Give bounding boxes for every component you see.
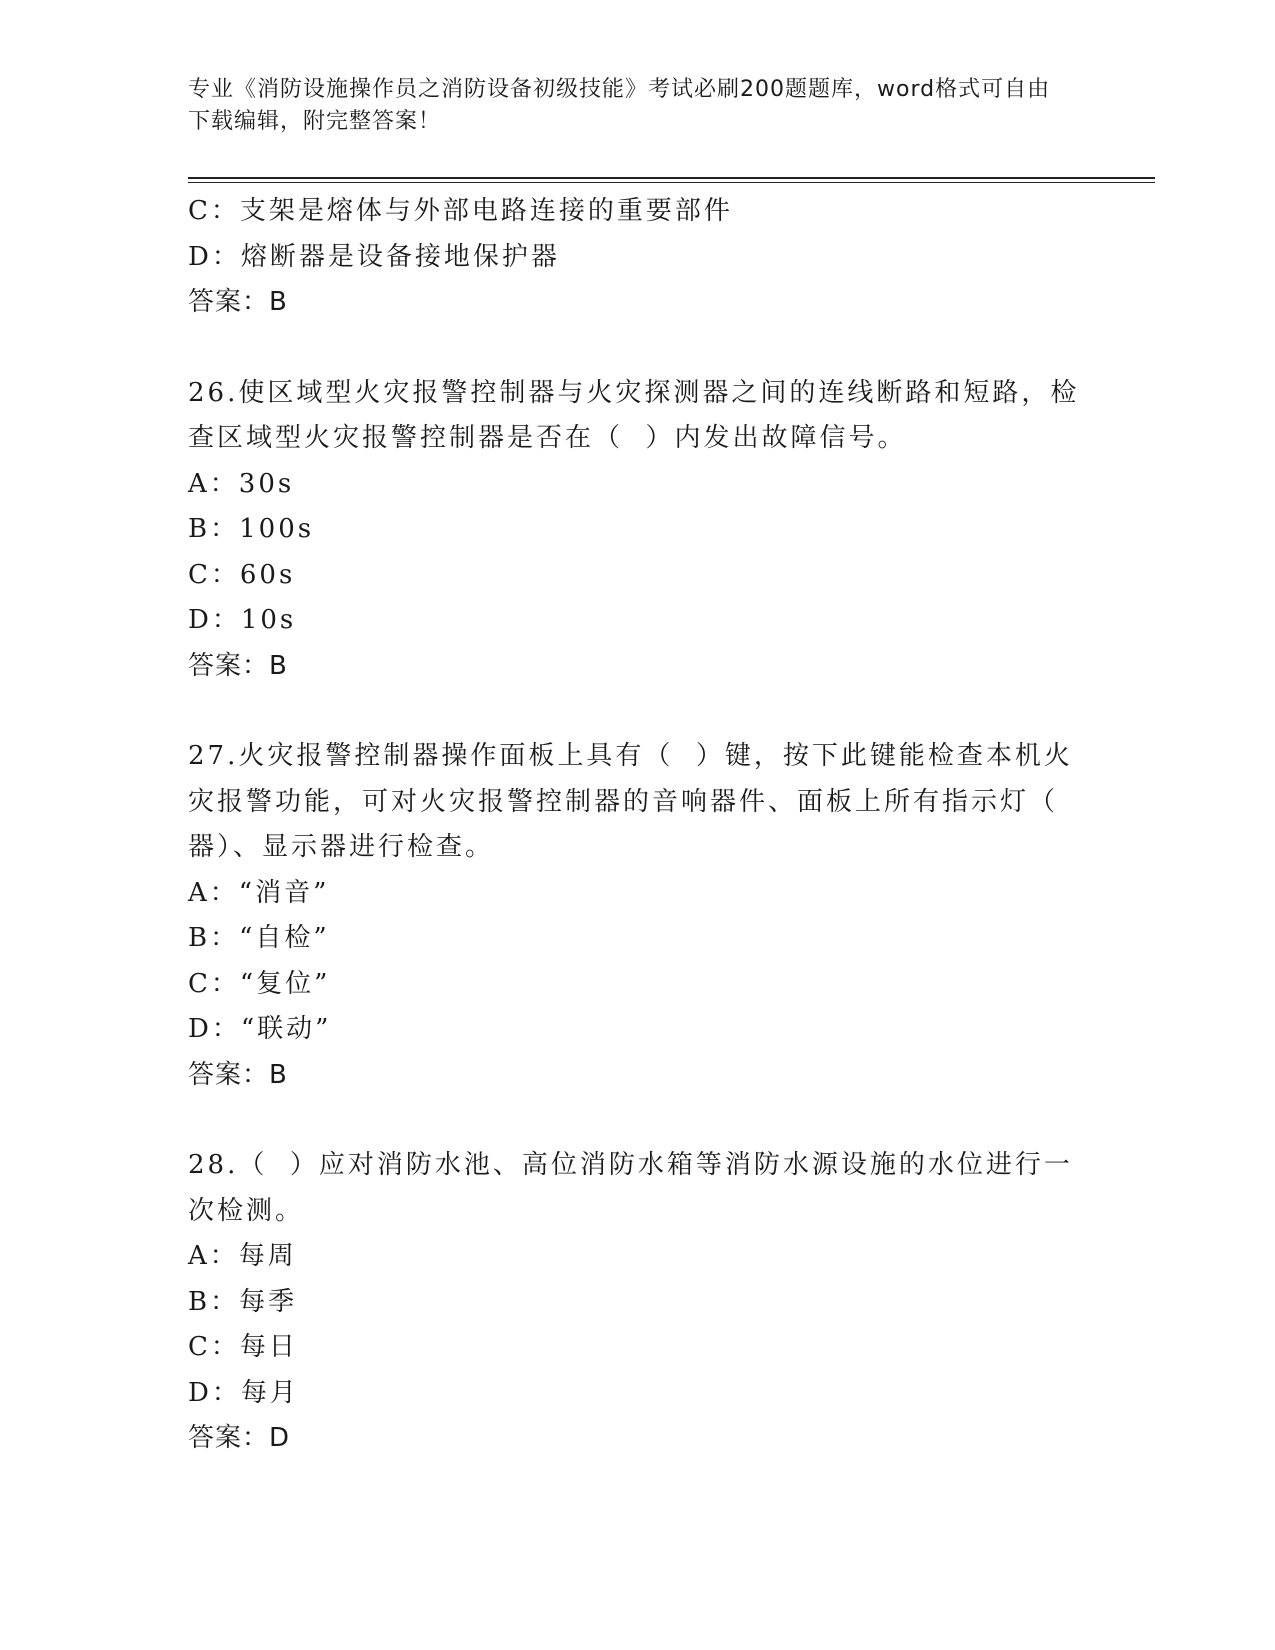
option-d: D：熔断器是设备接地保护器 — [188, 241, 560, 272]
answer: 答案：B — [188, 650, 288, 681]
question-stem-line: 26.使区域型火灾报警控制器与火灾探测器之间的连线断路和短路，检 — [188, 377, 1080, 408]
option-c: C：每日 — [188, 1332, 298, 1362]
option-c: C：支架是熔体与外部电路连接的重要部件 — [188, 196, 733, 226]
question-27 — [188, 734, 1088, 1098]
answer: 答案：D — [188, 1423, 291, 1453]
option-c: C：“复位” — [188, 968, 331, 999]
option-d: D：每月 — [188, 1377, 299, 1408]
question-stem-line: 器）、显示器进行检查。 — [188, 832, 495, 862]
header-title: 专业《消防设施操作员之消防设备初级技能》考试必刷200题题库，word格式可自由下载编辑，附完整答案！ — [188, 77, 1051, 134]
option-b: B：每季 — [188, 1286, 298, 1317]
question-26 — [188, 371, 1088, 690]
prev-question — [188, 189, 1088, 326]
header-divider — [188, 177, 1155, 179]
question-list — [188, 189, 1088, 1462]
question-28 — [188, 1143, 1088, 1462]
document-header — [188, 74, 1068, 138]
answer: 答案：B — [188, 1059, 288, 1090]
question-stem-line: 查区域型火灾报警控制器是否在（ ）内发出故障信号。 — [188, 423, 907, 453]
answer: 答案：B — [188, 287, 288, 317]
question-stem-line: 28.（ ）应对消防水池、高位消防水箱等消防水源设施的水位进行一 — [188, 1150, 1073, 1180]
option-a: A：“消音” — [188, 877, 330, 908]
option-b: B：100s — [188, 514, 315, 544]
question-stem-line: 次检测。 — [188, 1195, 305, 1226]
question-stem-line: 27.火灾报警控制器操作面板上具有（ ）键，按下此键能检查本机火 — [188, 741, 1073, 771]
option-d: D：“联动” — [188, 1014, 332, 1044]
header-divider-thin — [188, 182, 1155, 183]
option-a: A：每周 — [188, 1241, 297, 1271]
option-b: B：“自检” — [188, 923, 330, 953]
option-c: C：60s — [188, 559, 296, 590]
option-d: D：10s — [188, 605, 297, 635]
question-stem-line: 灾报警功能，可对火灾报警控制器的音响器件、面板上所有指示灯（ — [188, 786, 1059, 817]
option-a: A：30s — [188, 468, 295, 499]
